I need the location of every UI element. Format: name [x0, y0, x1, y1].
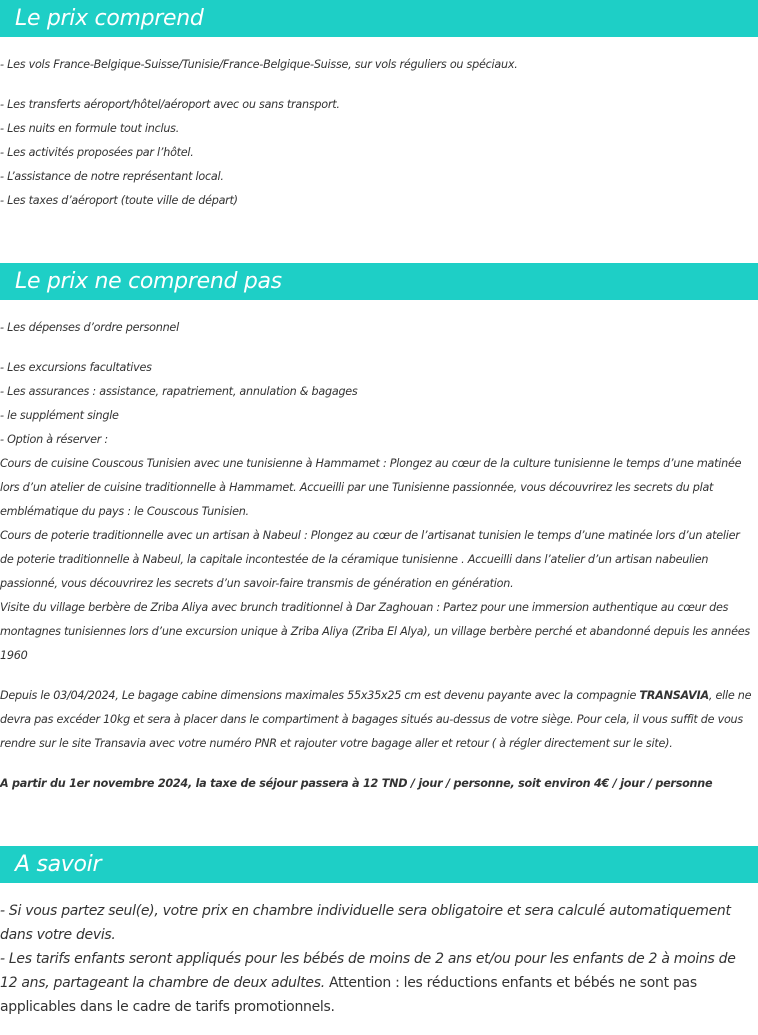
section-title-savoir: A savoir: [0, 846, 758, 883]
option-cooking-class: Cours de cuisine Couscous Tunisien avec une tunisienne à Hammamet : Plongez au cœur de la culture tunisienne le temps d’une matinée lors d’un atelier de cuisine traditionnelle à Hammamet. Accueilli par une Tunisienne passionnée, vous découvrirez les secrets du plat emblématique du pays : le Couscous Tunisien.: [0, 457, 742, 518]
baggage-notice-text-end: , elle ne devra pas excéder 10kg et sera à placer dans le compartiment à bagages situés au-dessus de votre siège. Pour cela, il vous suffit de vous rendre sur le site Transavia avec votre numéro PNR et rajouter votre bagage aller et retour ( à régler directement sur le site).: [0, 689, 752, 750]
baggage-notice-text: Depuis le 03/04/2024, Le bagage cabine dimensions maximales 55x35x25 cm est devenu payante avec la compagnie: [0, 689, 640, 702]
included-list: [0, 53, 756, 213]
children-rates-text: - Les tarifs enfants seront appliqués pour les bébés de moins de 2 ans et/ou pour les enfants de 2 à moins de 12 ans, partageant la chambre de deux adultes.: [0, 951, 736, 991]
excluded-list: [0, 316, 756, 796]
baggage-notice: [0, 684, 756, 756]
children-rates-note: [0, 947, 756, 1019]
excluded-item: - le supplément single: [0, 409, 119, 422]
included-item: - Les transferts aéroport/hôtel/aéroport avec ou sans transport.: [0, 98, 340, 111]
included-item-flights: - Les vols France-Belgique-Suisse/Tunisie/France-Belgique-Suisse, sur vols réguliers ou spéciaux.: [0, 58, 518, 71]
excluded-item: - Les excursions facultatives: [0, 361, 152, 374]
option-pottery-class: Cours de poterie traditionnelle avec un artisan à Nabeul : Plongez au cœur de l’artisanat tunisien le temps d’une matinée lors d’un atelier de poterie traditionnelle à Nabeul, la capitale incontestée de la céramique tunisienne . Accueilli dans l’atelier d’un artisan nabeulien passionné, vous découvrirez les secrets d’un savoir-faire transmis de génération en génération.: [0, 529, 740, 590]
included-item: - Les activités proposées par l’hôtel.: [0, 146, 194, 159]
excluded-item-personal: - Les dépenses d’ordre personnel: [0, 321, 179, 334]
section-title-excluded: Le prix ne comprend pas: [0, 263, 758, 300]
excluded-item: - Option à réserver :: [0, 433, 108, 446]
section-title-included: Le prix comprend: [0, 0, 758, 37]
included-item: - L’assistance de notre représentant local.: [0, 170, 224, 183]
tourist-tax-notice: A partir du 1er novembre 2024, la taxe de séjour passera à 12 TND / jour / personne, soit environ 4€ / jour / personne: [0, 777, 713, 790]
airline-name: TRANSAVIA: [639, 689, 709, 702]
children-rates-warning: Attention : les réductions enfants et bébés ne sont pas applicables dans le cadre de tarifs promotionnels.: [0, 975, 697, 1015]
option-berber-village-visit: Visite du village berbère de Zriba Aliya avec brunch traditionnel à Dar Zaghouan : Partez pour une immersion authentique au cœur des montagnes tunisiennes lors d’une excursion unique à Zriba Aliya (Zriba El Alya), un village berbère perché et abandonné depuis les années 1960: [0, 601, 750, 662]
single-traveller-note: - Si vous partez seul(e), votre prix en chambre individuelle sera obligatoire et sera calculé automatiquement dans votre devis.: [0, 903, 731, 943]
included-item: - Les nuits en formule tout inclus.: [0, 122, 180, 135]
excluded-item: - Les assurances : assistance, rapatriement, annulation & bagages: [0, 385, 358, 398]
included-item: - Les taxes d’aéroport (toute ville de départ): [0, 194, 238, 207]
savoir-content: [0, 899, 756, 1019]
